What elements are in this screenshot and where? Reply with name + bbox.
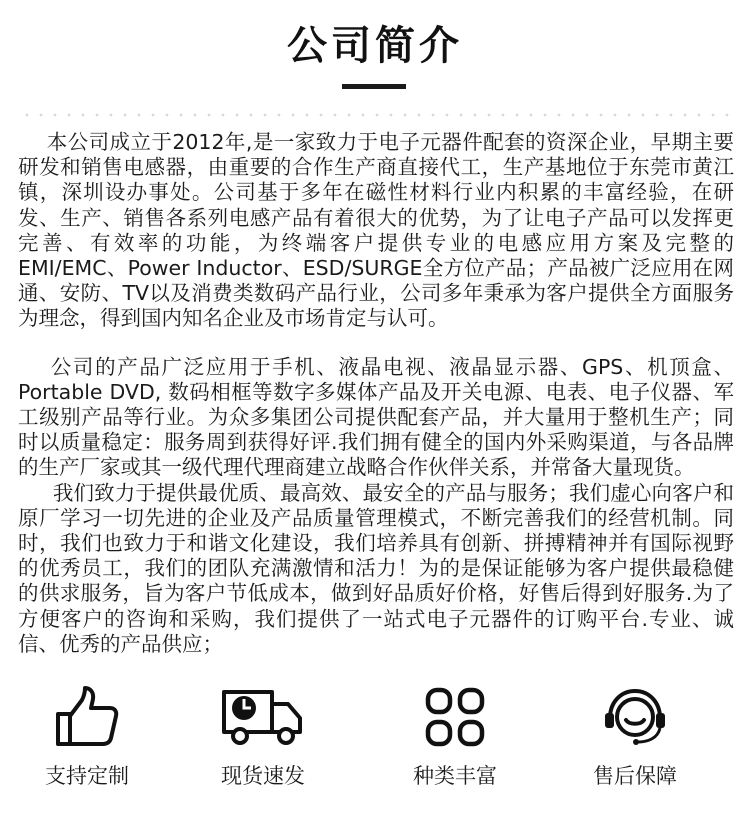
feature-customization xyxy=(12,686,162,790)
feature-row xyxy=(0,686,750,796)
intro-paragraph-2: 公司的产品广泛应用于手机、液晶电视、液晶显示器、GPS、机顶盒、Portable DVD, 数码相框等数字多媒体产品及开关电源、电表、电子仪器、军工级别产品等行业。为众多集团公司提供配套产品，并大量用于整机生产；同时以质量稳定：服务周到获得好评.我们拥有健全的国内外采购渠道，与各品牌的生产厂家或其一级代理代理商建立战略合作伙伴关系，并常备大量现货。 xyxy=(18,354,734,480)
dotted-divider xyxy=(20,113,730,117)
company-intro xyxy=(18,130,734,657)
title-underline xyxy=(342,84,406,89)
intro-paragraph-3: 我们致力于提供最优质、最高效、最安全的产品与服务；我们虚心向客户和原厂学习一切先进的企业及产品质量管理模式，不断完善我们的经营机制。同时，我们也致力于和谐文化建设，我们培养具有创新、拼搏精神并有国际视野的优秀员工，我们的团队充满激情和活力！为的是保证能够为客户提供最稳健的供求服务，旨为客户节低成本，做到好品质好价格，好售后得到好服务.为了方便客户的咨询和采购，我们提供了一站式电子元器件的订购平台.专业、诚信、优秀的产品供应； xyxy=(18,480,734,656)
headset-support-icon xyxy=(602,686,668,748)
feature-label: 支持定制 xyxy=(45,764,129,788)
intro-paragraph-1: 本公司成立于2012年,是一家致力于电子元器件配套的资深企业，早期主要研发和销售电感器，由重要的合作生产商直接代工，生产基地位于东莞市黄江镇，深圳设办事处。公司基于多年在磁性材料行业内积累的丰富经验，在研发、生产、销售各系列电感产品有着很大的优势，为了让电子产品可以发挥更完善、有效率的功能，为终端客户提供专业的电感应用方案及完整的 EMI/EMC、Power Inductor、ESD/SURGE全方位产品；产品被广泛应用在网通、安防、TV以及消费类数码产品行业，公司多年秉承为客户提供全方面服务为理念，得到国内知名企业及市场肯定与认可。 xyxy=(18,130,734,331)
thumbs-up-icon xyxy=(54,686,120,748)
grid-icon xyxy=(424,686,486,748)
feature-fast-delivery xyxy=(188,686,338,790)
feature-after-sales xyxy=(560,686,710,790)
feature-variety xyxy=(380,686,530,790)
page-title: 公司简介 xyxy=(287,23,463,69)
feature-label: 现货速发 xyxy=(221,764,305,788)
feature-label: 种类丰富 xyxy=(413,764,497,788)
delivery-truck-icon xyxy=(220,686,306,748)
feature-label: 售后保障 xyxy=(593,764,677,788)
